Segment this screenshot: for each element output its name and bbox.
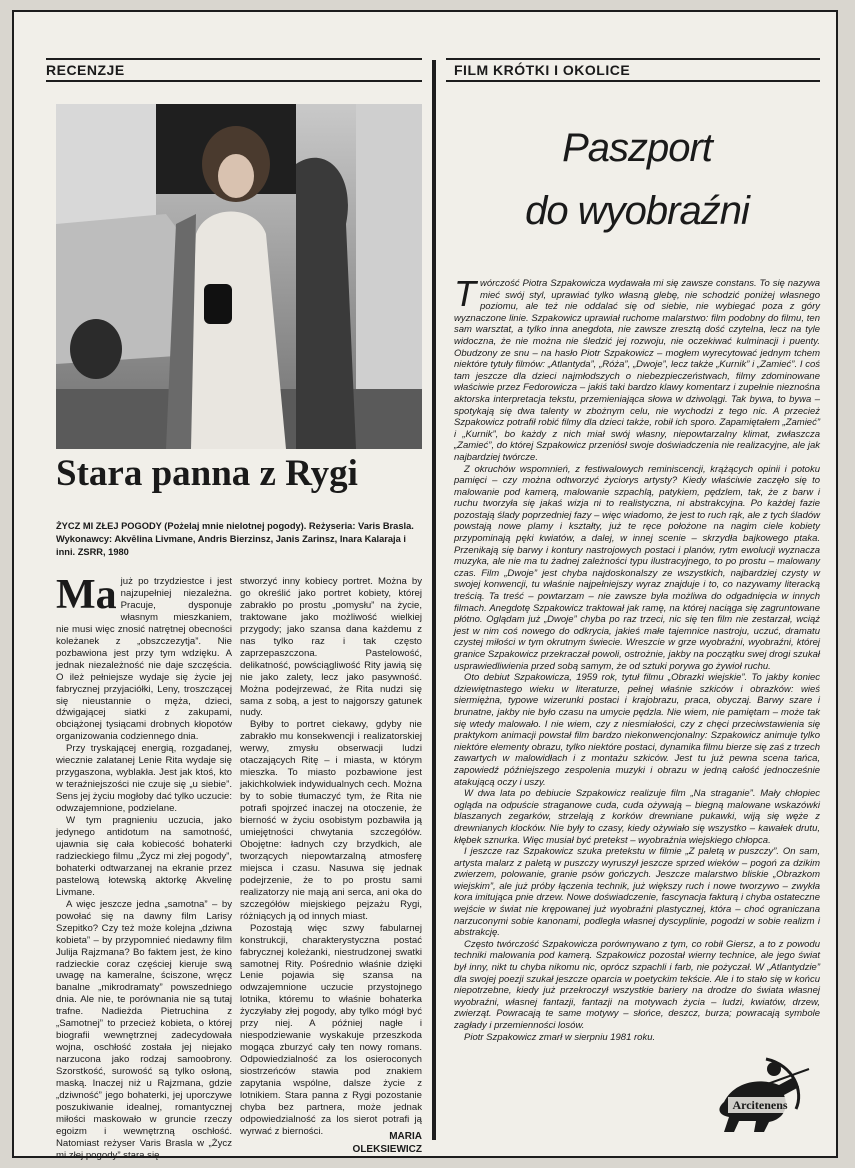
review-drop-cap: Ma	[56, 572, 117, 618]
film-still-photo	[56, 104, 422, 449]
photo-illustration	[56, 104, 422, 449]
arcitenens-logo	[704, 1047, 819, 1135]
article-paragraph: wórczość Piotra Szpakowicza wydawała mi się zawsze constans. To się nazywa mieć swój styl, uprawiać tylko własną glebę, nie schodzić poniżej własnego poziomu, ale też nie oddalać się od siebie, nie wybiegać poza z góry wyznaczone linie. Szpakowicz uprawiał ruchome malarstwo: film podobny do filmu, ten sam warsztat, a tylko inna anegdota, nie zawsze zresztą dość czytelna, lecz na tyle widoczna, że nie można nie śledzić jej rozwoju, nie oczekiwać kulminacji i puenty. Obudzony ze snu – na hasło Piotr Szpakowicz – mogłem wyrecytować jednym tchem niektóre tytuły filmów: „Atlantyda”, „Róża”, „Dwoje”, lecz także „Kurnik” i „Zamieć”. I coś tam jeszcze dla dzieci najmłodszych o niebezpieczeństwach, filmy zdominowane właściwie przez Fedorowicza – jakiś taki bardzo klawy komentarz i zupełnie nieznośna aktorska interpretacja tekstu, przemieniająca słowa w dziwolągi. Tak bywa, to bywa – spotykają się dwa talenty w zbożnym celu, nie wychodzi z tego nic. A przecież Szpakowicz potrafił robić filmy dla dzieci także, robił ich sporo. Zapamiętałem „Zamieć” i „Kurnik”, bo każdy z nich miał swój własny, niepowtarzalny klimat, zwłaszcza „Zamieć”, do której Szpakowicz przeniósł swoje doświadczenia nie realizacyjne, ale jak najbardziej twórcze.	[454, 278, 820, 463]
article-body	[454, 273, 820, 1043]
review-author	[240, 1130, 422, 1156]
article-drop-cap: T	[454, 273, 476, 314]
author-last-name: OLEKSIEWICZ	[352, 1144, 422, 1155]
magazine-page	[12, 10, 838, 1161]
review-paragraph: Pozostają więc szwy fabularnej konstrukcji, charakterystyczna postać fabrycznej koleżanki, niestrudzonej swatki samotnej Rity. Pośrednio właśnie dzięki Lenie pojawia się szansa na odwzajemnione uczucie przystojnego lotnika, któremu to właśnie bohaterka życzyłaby złej pogody, aby tylko mógł być przy niej. A później nagłe i niespodziewanie wyskakuje przeszkoda mogąca zburzyć cały ten nowy romans. Odpowiedzialność za los osieroconych siostrzeńców stawia pod znakiem zapytania wspólne, dalsze życie z lotnikiem. Stara panna z Rygi pozostanie chyba bez partnera, może jednak odpowiedzialność za los sierot potrafi ją wyrwać z bierności.	[240, 922, 422, 1137]
header-rule-left	[46, 80, 422, 82]
article-paragraph: Piotr Szpakowicz zmarł w sierpniu 1981 roku.	[464, 1031, 656, 1043]
header-rule-right	[446, 80, 820, 82]
article-paragraph: W dwa lata po debiucie Szpakowicz realizuje film „Na straganie”. Mały chłopiec ogląda na odpuście straganowe cuda, cuda ożywają – biegną malowane wskazówki blaszanych zegarków, strzelają z korków drewniane pukawki, wiją się węże z drewnianych klocków. Nie były to czasy, kiedy ożywiało się wszystko – kawałek drutu, kłębek sznurka. Więc musiał być pretekst – wyobraźnia wiejskiego chłopca.	[454, 788, 820, 846]
article-title-line-2: do wyobraźni	[525, 189, 749, 233]
author-first-name: MARIA	[389, 1131, 422, 1142]
review-headline: Stara panna z Rygi	[56, 453, 358, 494]
archer-icon	[704, 1047, 819, 1135]
review-paragraph: A więc jeszcze jedna „samotna” – by powołać się na dawny film Larisy Szepitko? Czy też może kolejna „dziwna kobieta” – by przypomnieć niedawny film Julija Rajzmana? Bo faktem jest, że kino radzieckie coraz częściej kieruje swą uwagę na kameralne, ściszone, wręcz banalne „mikrodramaty” powszedniego dnia. Ale nie, te porównania nie są tutaj trafne. Nadieżda Pietruchina z „Samotnej” to przecież kobieta, o której biografii wewnętrznej zadecydowała wojna, oschłość została jej niejako narzucona jako rodzaj samoobrony. Szorstkość, surowość są tylko osłoną, maską. Inaczej niż u Rajzmana, gdzie „dziwność” jego bohaterki, jej uporczywe poszukiwanie idealnej, romantycznej miłości maskowało w gruncie rzeczy egoizm i wewnętrzną oschłość. Natomiast reżyser Varis Brasla w „Życz mi złej pogody” stara się	[56, 898, 232, 1161]
review-paragraph: Byłby to portret ciekawy, gdyby nie zabrakło mu konsekwencji i realizatorskiej werwy, zmysłu obserwacji ludzi otaczających Ritę – i miasta, w którym mieszka. To miasto pozbawione jest jakichkolwiek indywidualnych cech. Można by to sobie tłumaczyć tym, że Rita nie potrafi spojrzeć inaczej na otoczenie, że bierność w życiu osobistym pozbawiła ją umiejętności chwytania szczegółów. Obojętne: ładnych czy brzydkich, ale tworzących niepowtarzalną atmosferę miejsca i czasu. Nasuwa się jednak podejrzenie, że to po prostu sami realizatorzy nie mają ani serca, ani oka do szczegółów miejskiego pejzażu Rygi, różniących ją od innych miast.	[240, 719, 422, 922]
review-column-2	[240, 576, 422, 1138]
article-paragraph: I jeszcze raz Szpakowicz szuka pretekstu w filmie „Z paletą w puszczy”. On sam, artysta malarz z paletą w puszczy wyruszył jeszcze sprzed wieków – pogoń za dzikim zwierzem, polowanie, granie psów gończych. Jeszcze malarstwo bliskie „Obrazkom wiejskim”, ale już próby łączenia technik, już większy ruch i nowe tworzywo – zwykła kora imitująca pnie drzew. Nowe doświadczenie, fascynacja fakturą i chyba ostateczne wejście w świat nie krępowanej już wyobraźni plastycznej, która – choć ograniczana narzuconymi sobie kanonami, podległa własnej dyscyplinie, pogodzi w sobie realizm i abstrakcję.	[454, 846, 820, 939]
article-title-line-1: Paszport	[562, 126, 712, 170]
article-paragraph: Z okruchów wspomnień, z festiwalowych reminiscencji, krążących opinii i potoku pamięci – czy można odtworzyć życiorys artysty? Kiedy właściwie zaczęło się to malowanie pod kamerą, malowanie szpachlą, patykiem, pędzlem, tak, że z barw i ruchu tworzyła się jakaś wizja ni to realistyczna, ni abstrakcyjna. Po każdej fazie pozostają ślady poprzedniej fazy – więc wiadomo, że jest to ruch rąk, ale z tych śladów powstają nowe plamy i kształty, już te ręce położone na nagim ciele kobiety przypominają pęki kwiatów, a dalej, w innej scenie – skrzydła bajkowego ptaka. Przenikają się barwy i kontury nastrojowych postaci i planów, rytm ewolucji wyznacza muzyka, ale nie ma tu żadnej zależności typu ilustracyjnego, to po prostu – malowany czas. Film „Dwoje” jest chyba najdoskonalszy ze wszystkich, najbardziej czysty w swojej konwencji, tu właśnie najpełniejszy wyraz znajduje i to, co nazywamy literacką treścią. Ta treść – powtarzam – nie zawsze była możliwa do odgadnięcia w innych filmach. Anegdotę Szpakowicz traktował jak ramę, na której naciąga się zagruntowane płótno. Oglądam już „Dwoje” chyba po raz trzeci, nic się ten film nie zestarzał, wciąż jest w nim coś nowego do odkrycia, jakieś małe tajemnice nastroju, uczuć, dramatu czystej miłości w tym okrutnym świecie. Wreszcie w grze wyobraźni, wyobraźni, której granice Szpakowicz przekraczał powoli, ostrożnie, jakby na początku swej drogi szukał usprawiedliwienia przed sobą samym, że od sztuki porywa go żywioł ruchu.	[454, 463, 820, 672]
review-lead-text: już po trzydziestce i jest najzupełniej niezależna. Pracuje, dysponuje własnym mieszkaniem, nie musi więc znosić natrętnej obecności koleżanek z „obszczezytja”. Nie pozbawiona jest przy tym wdzięku. A jednak niezależność nie daje szczęścia. O ileż pełniejsze wydaje się życie jej fabrycznej przyjaciółki, Leny, troszczącej się nieustannie o męża, dzieci, dźwigającej siatki z zakupami, obciążonej tysiącami drobnych kłopotów organizowania codziennego dnia.	[56, 576, 232, 743]
film-credits: ŻYCZ MI ZŁEJ POGODY (Pożelaj mnie nielotnej pogody). Reżyseria: Varis Brasla. Wykonawcy: Akvēlina Livmane, Andris Bierzinsz, Janis Zarinsz, Inara Kalaraja i inni. ZSRR, 1980	[56, 521, 414, 557]
review-column-1	[56, 572, 232, 1162]
article-paragraph: Oto debiut Szpakowicza, 1959 rok, tytuł filmu „Obrazki wiejskie”. To jakby koniec dziewiętnastego wieku w literaturze, pełnej właśnie szkiców i obrazków: wieś siermiężna, typowe wizerunki postaci i krajobrazu, praca, obyczaj. Barwy szare i brunatne, jakby nie było czasu na umycie pędzla. Nie wiem, nie pamiętam – może tak się wtedy malowało. I nie wiem, czy z niesmiałości, czy z chęci przeciwstawienia się praktykom animacji powstał film bardzo niekonwencjonalny: Szpakowicz animuje tylko niektóre elementy obrazu, tylko niektóre postaci, dynamika filmu bierze się zaś z trzech zawartych w malowidłach i z montażu szkiców. Jest tu już pewna scena tańca, zapowiedź późniejszego zespolenia muzyki i obrazu w jedną całość jednocześnie atakującą oczy i uszy.	[454, 672, 820, 788]
top-rule-left	[46, 58, 422, 60]
top-rule-right	[446, 58, 820, 60]
review-paragraph: Przy tryskającej energią, rozgadanej, wiecznie zalatanej Lenie Rita wydaje się przygaszona, wyblakła. Jest jak ktoś, kto w teraźniejszości nie czuje się „u siebie”. Sens jej życiu mogłoby dać tylko uczucie: odwzajemnione, podzielane.	[56, 743, 232, 815]
section-label-short-film: FILM KRÓTKI I OKOLICE	[454, 62, 631, 78]
section-label-reviews: RECENZJE	[46, 62, 125, 78]
review-paragraph: W tym pragnieniu uczucia, jako jedynego antidotum na samotność, ujawnia się cała kobiecość bohaterki radzieckiego filmu „Życz mi złej pogody”, bohaterki odtwarzanej na ekranie przez pastelową łotewską aktorkę Akvelinę Livmane.	[56, 815, 232, 898]
column-divider	[432, 60, 436, 1140]
article-title	[454, 117, 820, 243]
review-paragraph: stworzyć inny kobiecy portret. Można by go określić jako portret kobiety, której zabrakło po prostu „pomysłu” na życie, traktowane jako możliwość wielkiej przygody; jako szansa dana każdemu z nas tylko raz i tak często zaprzepaszczona. Pastelowość, delikatność, powściągliwość Rity jawią się nie jako zalety, lecz jako pasywność. Można podejrzewać, że Rita nudzi się sama z sobą, a jest to najgorszy gatunek nudy.	[240, 576, 422, 719]
article-paragraph: Często twórczość Szpakowicza porównywano z tym, co robił Giersz, a to z powodu techniki malowania pod kamerą. Szpakowicz pozostał wierny technice, ale jego świat był inny, nikt tu chyba nikomu nic, oprócz szpachli i farb, nie pożyczał. W „Atlantydzie” dla swojej poezji szukał jeszcze oparcia w poetyckim tekście. Ale i to stało się w końcu niepotrzebne, kiedy już przekroczył wszystkie bariery na drodze do świata własnej wyobraźni, własnej fantazji, fantazji na motywach życia – ludzi, kwiatów, drzew, zwierząt. Powracają te same motywy – słońce, deszcz, burza; powracają symbole zagłady i przemienności losów.	[454, 938, 820, 1031]
logo-text: Arcitenens	[732, 1098, 788, 1112]
